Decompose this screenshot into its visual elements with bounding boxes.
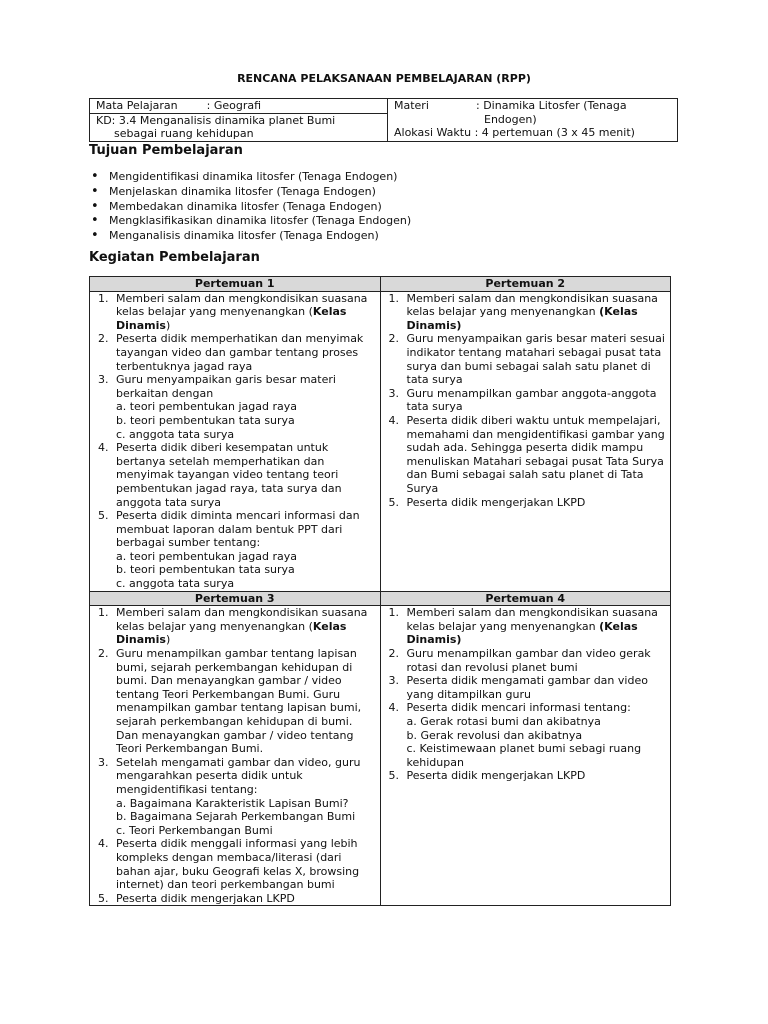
- step-1: 1. Memberi salam dan mengkondisikan suasana kelas belajar yang menyenangkan (Kelas Dinamis): [388, 606, 658, 647]
- kd-line-2: sebagai ruang kehidupan: [114, 127, 254, 141]
- objective-item: • Menganalisis dinamika litosfer (Tenaga Endogen): [89, 229, 411, 244]
- meeting-4-cell: [380, 606, 671, 906]
- meeting-1-cell: [90, 291, 381, 591]
- substep: a. teori pembentukan jagad raya: [116, 549, 297, 563]
- meeting-4-header: Pertemuan 4: [380, 591, 671, 606]
- step-3: 3. Peserta didik mengamati gambar dan video yang ditampilkan guru: [388, 674, 648, 701]
- meeting-2-cell: [380, 291, 671, 591]
- step-5: 5. Peserta didik mengerjakan LKPD: [388, 769, 586, 783]
- step-4: 4. Peserta didik diberi waktu untuk mempelajari, memahami dan mengidentifikasi gambar yang sudah ada. Sehingga peserta didik mampu menuliskan Matahari sebagai pusat Tata Surya dan Bumi sebagai salah satu planet di Tata Surya: [388, 413, 665, 495]
- step-2: 2. Guru menampilkan gambar dan video gerak rotasi dan revolusi planet bumi: [388, 647, 651, 674]
- meeting-3-header: Pertemuan 3: [90, 591, 381, 606]
- materi-cell: [388, 99, 678, 142]
- substep: c. Teori Perkembangan Bumi: [116, 823, 273, 837]
- substep: a. Bagaimana Karakteristik Lapisan Bumi?: [116, 796, 349, 810]
- subject-cell: [90, 99, 388, 114]
- step-2: 2. Guru menyampaikan garis besar materi sesuai indikator tentang matahari sebagai pusat tata surya dan bumi sebagai salah satu planet di tata surya: [388, 332, 665, 387]
- objectives-heading: Tujuan Pembelajaran: [89, 143, 243, 158]
- substep: c. anggota tata surya: [116, 427, 235, 441]
- step-1: 1. Memberi salam dan mengkondisikan suasana kelas belajar yang menyenangkan (Kelas Dinamis): [388, 291, 658, 332]
- substep: b. teori pembentukan tata surya: [116, 563, 295, 577]
- subject-value: : Geografi: [206, 99, 262, 112]
- step-3: 3. Setelah mengamati gambar dan video, guru mengarahkan peserta didik untuk mengidentifikasi tentang:: [98, 755, 361, 796]
- substep: a. Gerak rotasi bumi dan akibatnya: [406, 715, 601, 728]
- step-4: 4. Peserta didik diberi kesempatan untuk bertanya setelah memperhatikan dan menyimak tayangan video tentang teori pembentukan jagad raya, tata surya dan anggota tata surya: [98, 441, 342, 509]
- step-2: 2. Peserta didik memperhatikan dan menyimak tayangan video dan gambar tentang proses terbentuknya jagad raya: [98, 332, 364, 373]
- substep: b. Bagaimana Sejarah Perkembangan Bumi: [116, 810, 356, 824]
- substep: b. teori pembentukan tata surya: [116, 413, 295, 427]
- step-4: 4. Peserta didik menggali informasi yang lebih kompleks dengan membaca/literasi (dari bahan ajar, buku Geografi kelas X, browsing internet) dan teori perkembangan bumi: [98, 837, 360, 892]
- meeting-1-header: Pertemuan 1: [90, 277, 381, 292]
- substep: c. Keistimewaan planet bumi sebagi ruang kehidupan: [406, 742, 642, 769]
- lesson-info-table: [89, 98, 678, 142]
- materi-value: : Dinamika Litosfer (Tenaga: [476, 99, 627, 112]
- time-allocation: Alokasi Waktu : 4 pertemuan (3 x 45 menit): [394, 126, 635, 140]
- objective-item: • Mengklasifikasikan dinamika litosfer (Tenaga Endogen): [89, 214, 411, 229]
- document-title: RENCANA PELAKSANAAN PEMBELAJARAN (RPP): [237, 72, 531, 85]
- materi-value-cont: Endogen): [484, 112, 537, 126]
- meeting-3-cell: [90, 606, 381, 906]
- step-3: 3. Guru menyampaikan garis besar materi berkaitan dengan: [98, 373, 336, 400]
- meeting-2-header: Pertemuan 2: [380, 277, 671, 292]
- step-2: 2. Guru menampilkan gambar tentang lapisan bumi, sejarah perkembangan kehidupan di bumi. Dan menayangkan gambar / video tentang Teori Perkembangan Bumi. Guru menampilkan gambar tentang lapisan bumi, sejarah perkembangan kehidupan di bumi. Dan menayangkan gambar / video tentang Teori Perkembangan Bumi.: [98, 647, 362, 756]
- step-1: 1. Memberi salam dan mengkondisikan suasana kelas belajar yang menyenangkan (Kelas Dinamis): [98, 606, 368, 647]
- step-5: 5. Peserta didik mengerjakan LKPD: [388, 495, 586, 509]
- substep: a. teori pembentukan jagad raya: [116, 400, 297, 414]
- objectives-list: [89, 170, 411, 244]
- substep: c. anggota tata surya: [116, 577, 235, 591]
- step-3: 3. Guru menampilkan gambar anggota-anggota tata surya: [388, 386, 657, 414]
- kd-cell: [90, 113, 388, 141]
- substep: b. Gerak revolusi dan akibatnya: [406, 728, 583, 742]
- step-5: 5. Peserta didik mengerjakan LKPD: [98, 891, 295, 905]
- objective-item: • Mengidentifikasi dinamika litosfer (Tenaga Endogen): [89, 170, 411, 185]
- activities-table: [89, 276, 671, 906]
- kd-line-1: KD: 3.4 Menganalisis dinamika planet Bumi: [96, 113, 336, 127]
- materi-label: Materi: [394, 99, 429, 112]
- step-5: 5. Peserta didik diminta mencari informasi dan membuat laporan dalam bentuk PPT dari berbagai sumber tentang:: [98, 509, 360, 550]
- step-4: 4. Peserta didik mencari informasi tentang:: [388, 701, 631, 715]
- objective-item: • Membedakan dinamika litosfer (Tenaga Endogen): [89, 200, 411, 215]
- step-1: 1. Memberi salam dan mengkondisikan suasana kelas belajar yang menyenangkan (Kelas Dinamis): [98, 291, 368, 332]
- subject-label: Mata Pelajaran: [96, 99, 178, 112]
- objective-item: • Menjelaskan dinamika litosfer (Tenaga Endogen): [89, 185, 411, 200]
- activities-heading: Kegiatan Pembelajaran: [89, 250, 260, 265]
